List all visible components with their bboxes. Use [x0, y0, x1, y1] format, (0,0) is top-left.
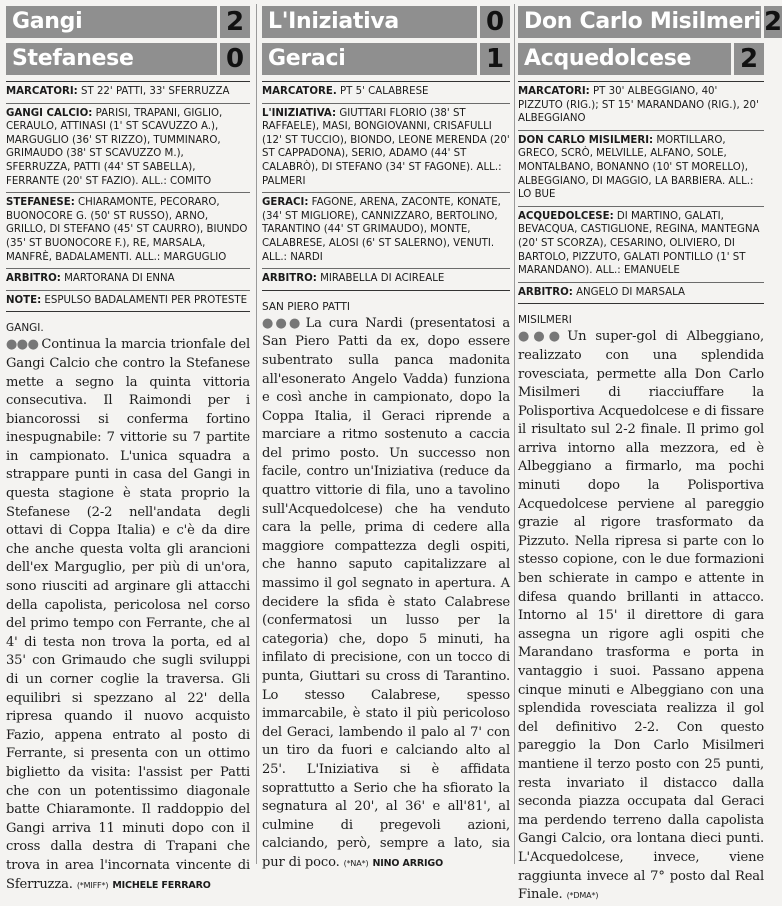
signature: (*DMA*) [566, 891, 599, 901]
away-team-score: 1 [480, 43, 510, 75]
dateline: GANGI. [6, 322, 44, 335]
home-team-name: L'Iniziativa [262, 6, 477, 38]
match-info-box [262, 81, 510, 291]
bullet-dots-icon: ●●● [262, 315, 303, 331]
match-info-box [6, 81, 250, 312]
article-body: ●●● Un super-gol di Albeggiano, realizzato con una splendida rovesciata, permette alla Don Carlo Misilmeri di riacciuffare la Polisportiva Acquedolcese e di fissare il risultato sul 2-2 finale. Il primo gol arriva intorno alla mezzora, ed è Albeggiano a firmarlo, ma pochi minuti dopo la Polisportiva Acquedolcese perviene al pareggio grazie al rigore trasformato da Pizzuto. Nella ripresa si parte con lo stesso copione, con le due formazioni ben schierate in campo e attente in difesa quando brillanti in attacco. Intorno al 15' il direttore di gara assegna un rigore agli ospiti che Marandano trasforma e porta in vantaggio i suoi. Passano appena cinque minuti e Albeggiano con una splendida rovesciata realizza il gol del definitivo 2-2. Con questo pareggio la Don Carlo Misilmeri mantiene il terzo posto con 25 punti, resta invariato il distacco dalla seconda piazza occupata dal Geraci ma perdendo terreno dalla capolista Gangi Calcio, ora lontana dieci punti. L'Acquedolcese, invece, viene raggiunta invece al 7° posto dal Real Finale. (*DMA*) [518, 329, 764, 903]
home-lineup: GANGI CALCIO: PARISI, TRAPANI, GIGLIO, CERAULO, ATTINASI (1' ST SCAVUZZO A.), MARGUGLIO (36' ST RIZZO), TUMMINARO, GRIMAUDO (38' ST SCAVUZZO M.), SFERRUZZA, PATTI (44' ST SABELLA), FERRANTE (20' ST FAZIO). ALL.: COMITO [6, 103, 250, 193]
away-team-name: Acquedolcese [518, 43, 731, 75]
home-team-score: 2 [220, 6, 250, 38]
referee: ARBITRO: MIRABELLA DI ACIREALE [262, 268, 510, 291]
author: NINO ARRIGO [372, 857, 443, 869]
author: MICHELE FERRARO [112, 879, 211, 891]
notes: NOTE: ESPULSO BADALAMENTI PER PROTESTE [6, 290, 250, 313]
home-score-bar [6, 6, 250, 38]
away-team-score: 2 [734, 43, 764, 75]
dateline: MISILMERI [518, 314, 572, 327]
match-info-box [518, 81, 764, 304]
column-divider [514, 4, 515, 864]
home-score-bar [262, 6, 510, 38]
referee: ARBITRO: MARTORANA DI ENNA [6, 268, 250, 290]
signature: (*NA*) [343, 858, 369, 868]
dateline: SAN PIERO PATTI [262, 300, 350, 313]
home-team-name: Gangi [6, 6, 217, 38]
away-lineup: GERACI: FAGONE, ARENA, ZACONTE, KONATE, (34' ST MIGLIORE), CANNIZZARO, BERTOLINO, TARANTINO (44' ST GRIMAUDO), MONTE, CALABRESE, ALOSI (6' ST SALERNO), VENUTI. ALL.: NARDI [262, 192, 510, 268]
away-score-bar [518, 43, 764, 75]
scorers: MARCATORI: PT 30' ALBEGGIANO, 40' PIZZUTO (RIG.); ST 15' MARANDANO (RIG.), 20' ALBEGGIANO [518, 81, 764, 130]
away-team-score: 0 [220, 43, 250, 75]
away-lineup: STEFANESE: CHIARAMONTE, PECORARO, BUONOCORE G. (50' ST RUSSO), ARNO, GRILLO, DI STEFANO (45' ST CAURRO), BIUNDO (35' ST BUONOCORE F.), RE, MARSALA, MANFRÈ, BADALAMENTI. ALL.: MARGUGLIO [6, 192, 250, 268]
home-lineup: L'INIZIATIVA: GIUTTARI FLORIO (38' ST RAFFAELE), MASI, BONGIOVANNI, CRISAFULLI (12' ST TUCCIO), BIONDO, LEONE MERENDA (20' ST CAPPADONA), SERIO, ADAMO (44' ST CALABRÒ), DI STEFANO (34' ST FAGONE). ALL.: PALMERI [262, 103, 510, 193]
article-body: ●●● Continua la marcia trionfale del Gangi Calcio che contro la Stefanese mette a segno la quinta vittoria consecutiva. Il Raimondi per i biancorossi si conferma fortino inespugnabile: 7 vittorie su 7 partite in campionato. L'unica squadra a strappare punti in casa del Gangi in questa stagione è stata proprio la Stefanese (2-2 nell'andata degli ottavi di Coppa Italia) e c'è da dire che anche questa volta gli arancioni dell'ex Marguglio, per più di un'ora, sono riusciti ad arginare gli attacchi della capolista, pericolosa nel corso del primo tempo con Ferrante, che al 4' di testa non trova la porta, ed al 35' con Grimaudo che sugli sviluppi di un corner coglie la traversa. Gli equilibri si spezzano al 22' della ripresa quando il nuovo acquisto Fazio, appena entrato al posto di Ferrante, si presenta con un ottimo biglietto da visita: l'assist per Patti che con un potentissimo diagonale batte Chiaramonte. Il raddoppio del Gangi arriva 11 minuti dopo con il cross dalla destra di Trapani che trova in area l'incornata vincente di Sferruzza. (*MIFF*) MICHELE FERRARO [6, 337, 250, 892]
referee: ARBITRO: ANGELO DI MARSALA [518, 282, 764, 305]
article-body: ●●● La cura Nardi (presentatosi a San Piero Patti da ex, dopo essere subentrato sulla panca madonita all'esonerato Angelo Vadda) funziona e così anche in campionato, dopo la Coppa Italia, il Geraci riprende a marciare a ritmo sostenuto a caccia del primo posto. Un successo non facile, contro un'Iniziativa (reduce da quattro vittorie di fila, uno a tavolino sull'Acquedolcese) che ha venduto cara la pelle, prima di cedere alla maggiore compattezza degli ospiti, che hanno saputo capitalizzare al massimo il gol segnato in apertura. A decidere la sfida è stato Calabrese (confermatosi un lusso per la categoria) che, dopo 5 minuti, ha infilato di precisione, con un tocco di punta, Giuttari su cross di Tarantino. Lo stesso Calabrese, spesso immarcabile, è stato il più pericoloso del Geraci, lambendo il palo al 7' con un tiro da fuori e calciando alto al 25'. L'Iniziativa si è affidata soprattutto a Serio che ha sfiorato la segnatura al 20', al 36' e all'81', al culmine di pregevoli azioni, calciando, però, sempre a lato, sia pur di poco. (*NA*) NINO ARRIGO [262, 315, 510, 870]
bullet-dots-icon: ●●● [518, 329, 565, 345]
column-divider [256, 4, 257, 864]
away-score-bar [262, 43, 510, 75]
match-report-iniziativa [262, 0, 510, 868]
away-lineup: ACQUEDOLCESE: DI MARTINO, GALATI, BEVACQUA, CASTIGLIONE, REGINA, MANTEGNA (20' ST SCORZA), CESARINO, OLIVIERO, DI BARTOLO, PIZZUTO, GALATI PONTILLO (1' ST MARANDANO). ALL.: EMANUELE [518, 206, 764, 282]
home-team-name: Don Carlo Misilmeri [518, 6, 761, 38]
away-score-bar [6, 43, 250, 75]
home-lineup: DON CARLO MISILMERI: MORTILLARO, GRECO, SCRÒ, MELVILLE, ALFANO, SOLE, MONTALBANO, BONANNO (10' ST MORELLO), ALBEGGIANO, DI MAGGIO, LA BARBIERA. ALL.: LO BUE [518, 130, 764, 206]
away-team-name: Geraci [262, 43, 477, 75]
home-score-bar [518, 6, 782, 38]
home-team-score: 2 [764, 7, 782, 37]
away-team-name: Stefanese [6, 43, 217, 75]
signature: (*MIFF*) [76, 880, 109, 890]
home-team-score: 0 [480, 6, 510, 38]
match-report-misilmeri [518, 0, 782, 903]
scorers: MARCATORE. PT 5' CALABRESE [262, 81, 510, 103]
match-report-gangi [6, 0, 250, 892]
scorers: MARCATORI: ST 22' PATTI, 33' SFERRUZZA [6, 81, 250, 103]
bullet-dots-icon: ●●● [6, 337, 39, 353]
